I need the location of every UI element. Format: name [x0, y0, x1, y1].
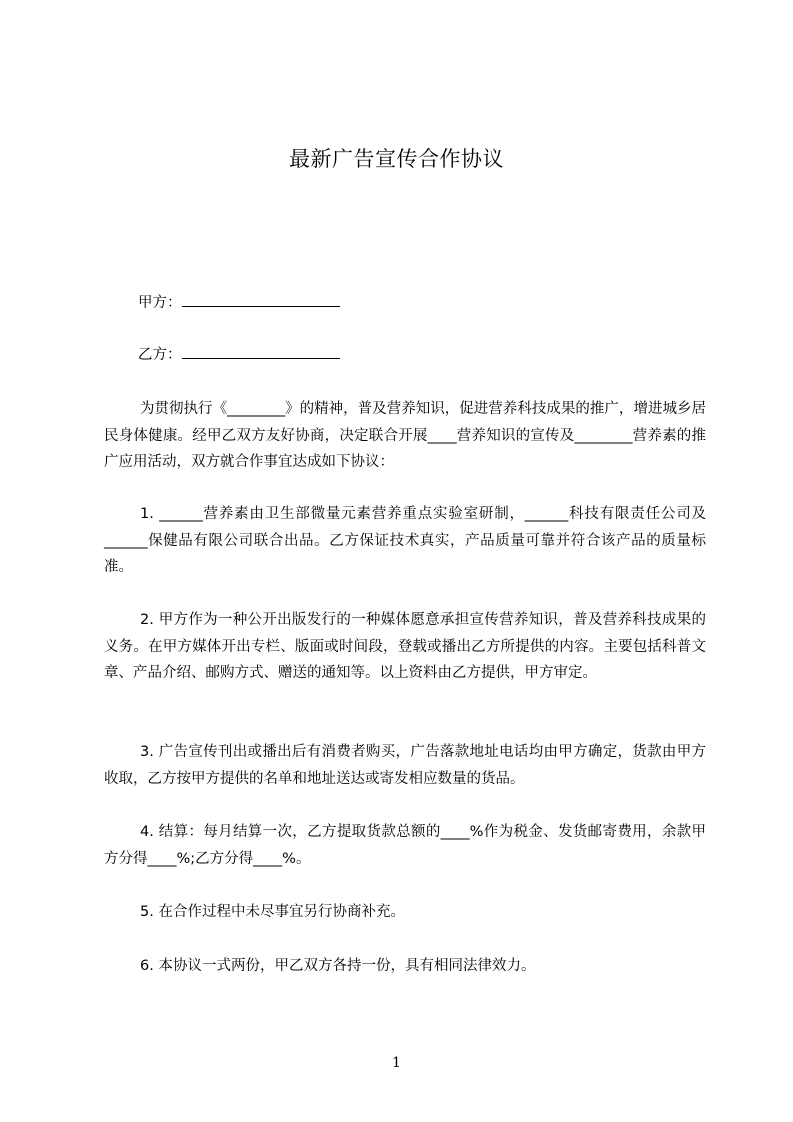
party-a-label: 甲方：: [138, 295, 182, 311]
document-title: 最新广告宣传合作协议: [289, 147, 504, 171]
intro-paragraph: 为贯彻执行《________》的精神，普及营养知识，促进营养科技成果的推广，增进城乡居民身体健康。经甲乙双方友好协商，决定联合开展____营养知识的宣传及________营养素的推广应用活动，双方就合作事宜达成如下协议：: [104, 401, 706, 470]
party-a-blank: [182, 292, 340, 307]
clause-4: 4. 结算：每月结算一次，乙方提取货款总额的____%作为税金、发货邮寄费用，余款甲方分得____%;乙方分得____%。: [104, 824, 706, 867]
party-a-line: [138, 292, 340, 313]
party-b-label: 乙方：: [138, 347, 182, 363]
clause-3: 3. 广告宣传刊出或播出后有消费者购买，广告落款地址电话均由甲方确定，货款由甲方收取，乙方按甲方提供的名单和地址送达或寄发相应数量的货品。: [104, 744, 706, 787]
clause-6: 6. 本协议一式两份，甲乙双方各持一份，具有相同法律效力。: [140, 958, 536, 974]
party-b-line: [138, 344, 340, 365]
page-number: 1: [392, 1055, 401, 1071]
clause-1: 1. ______营养素由卫生部微量元素营养重点实验室研制，______科技有限责任公司及______保健品有限公司联合出品。乙方保证技术真实，产品质量可靠并符合该产品的质量标准。: [104, 506, 706, 575]
clause-2: 2. 甲方作为一种公开出版发行的一种媒体愿意承担宣传营养知识，普及营养科技成果的义务。在甲方媒体开出专栏、版面或时间段，登载或播出乙方所提供的内容。主要包括科普文章、产品介绍、邮购方式、赠送的通知等。以上资料由乙方提供，甲方审定。: [104, 612, 706, 681]
clause-5: 5. 在合作过程中未尽事宜另行协商补充。: [140, 904, 405, 920]
party-b-blank: [182, 344, 340, 359]
